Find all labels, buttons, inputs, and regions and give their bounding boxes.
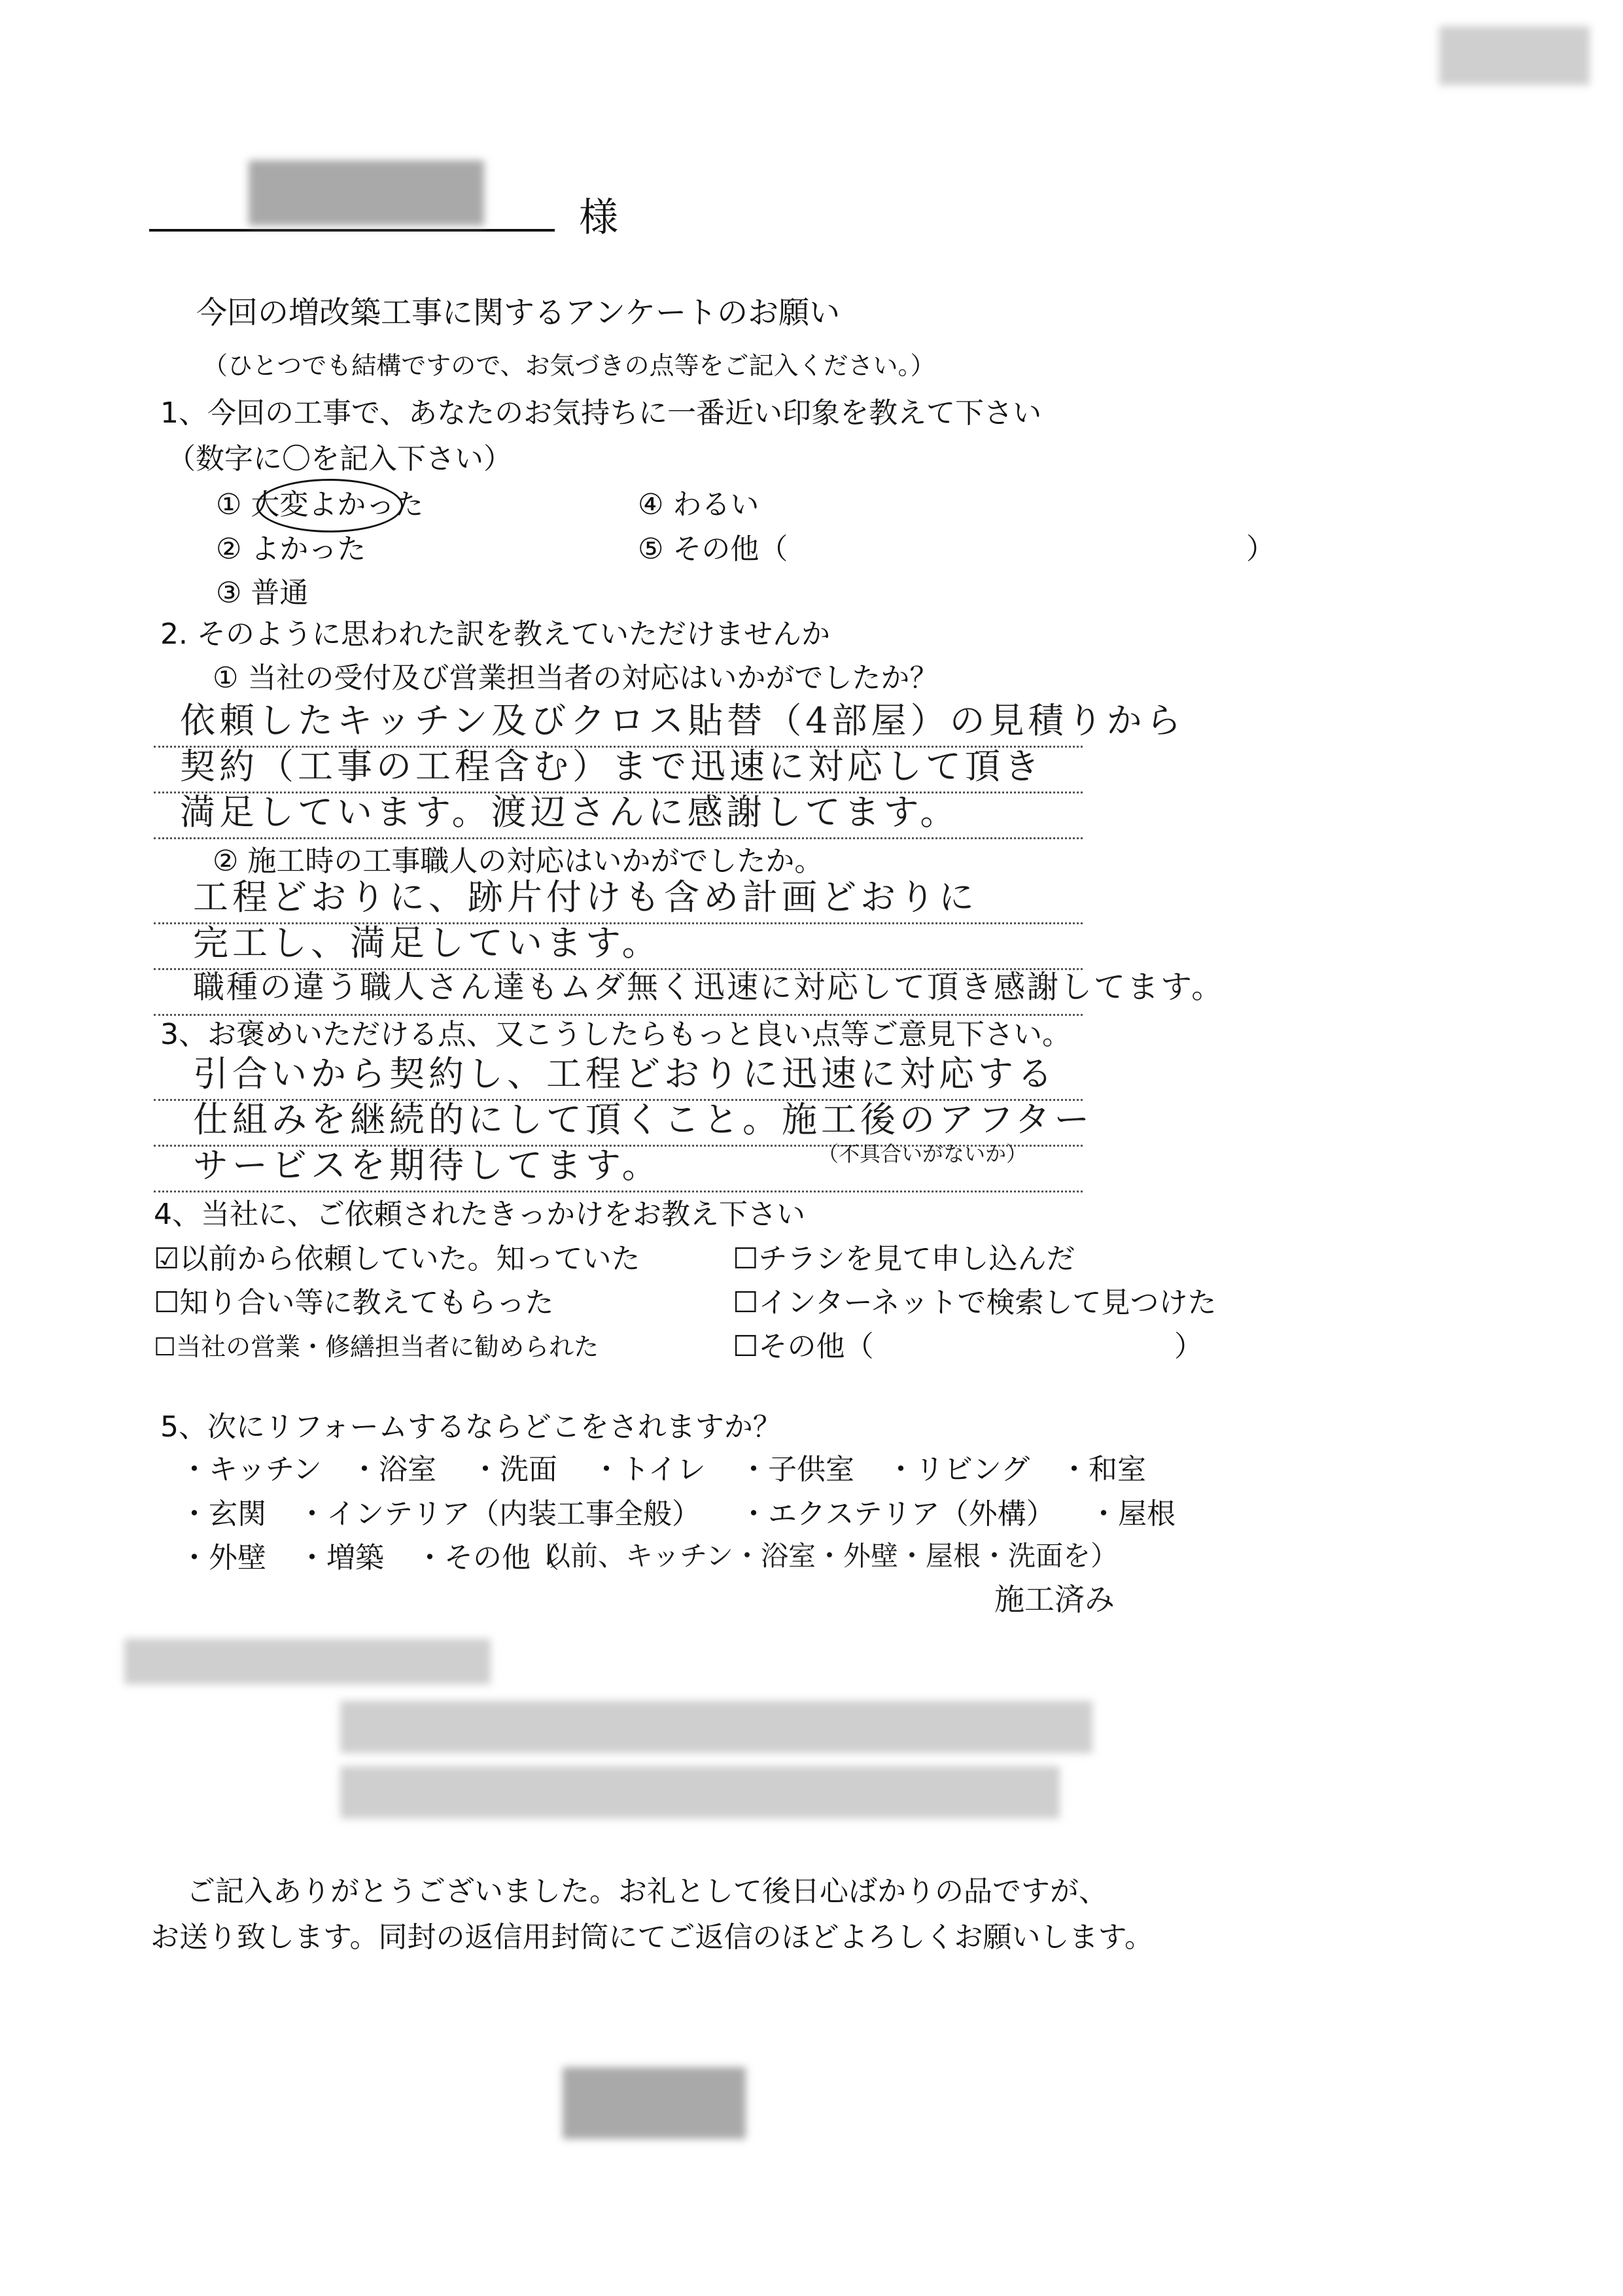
q4-option-other-close: ） [1174, 1330, 1203, 1363]
q2-answer1-line3: 満足しています。渡辺さんに感謝してます。 [180, 791, 960, 833]
q2-question: 2. そのように思われた訳を教えていただけませんか [160, 617, 830, 651]
q1-option-5-close: ） [1246, 532, 1275, 566]
q3-answer-line1: 引合いから契約し、工程どおりに迅速に対応する [193, 1053, 1056, 1094]
q5-choice-entrance[interactable]: ・玄関 [180, 1497, 266, 1531]
q5-choice-japanese-room[interactable]: ・和室 [1060, 1453, 1146, 1486]
answer-rule [154, 837, 1083, 839]
q4-option-prior-relationship[interactable]: ☑以前から依頼していた。知っていた [154, 1242, 640, 1276]
q5-choice-bathroom[interactable]: ・浴室 [350, 1453, 436, 1486]
redacted-block [340, 1766, 1060, 1818]
q5-choice-washroom[interactable]: ・洗面 [471, 1453, 557, 1486]
q3-answer-line3: サービスを期待してます。 [193, 1145, 661, 1186]
q1-option-4[interactable]: ④ わるい [638, 488, 759, 521]
redacted-block [340, 1701, 1092, 1753]
answer-rule [154, 1014, 1083, 1016]
q2-answer1-line1: 依頼したキッチン及びクロス貼替（4部屋）の見積りから [180, 700, 1185, 741]
q1-instruction: （数字に〇を記入下さい） [167, 442, 512, 476]
q1-option-5[interactable]: ⑤ その他（ [638, 532, 788, 566]
answer-rule [154, 1191, 1083, 1192]
page-title: 今回の増改築工事に関するアンケートのお願い [196, 295, 841, 331]
q4-option-internet[interactable]: ☐インターネットで検索して見つけた [733, 1286, 1217, 1319]
q2-answer2-line1: 工程どおりに、跡片付けも含め計画どおりに [193, 877, 978, 918]
q2-sub1: ① 当社の受付及び営業担当者の対応はいかがでしたか？ [213, 661, 939, 695]
q3-answer-line2: 仕組みを継続的にして頂くこと。施工後のアフター [193, 1099, 1094, 1140]
q3-question: 3、お褒めいただける点、又こうしたらもっと良い点等ご意見下さい。 [160, 1018, 1071, 1051]
q4-option-sales-staff[interactable]: ☐当社の営業・修繕担当者に勧められた [154, 1332, 599, 1361]
redacted-block [124, 1639, 491, 1684]
q5-choice-other[interactable]: ・その他（ [415, 1541, 559, 1574]
q5-handwritten-note: 以前、キッチン・浴室・外壁・屋根・洗面を） [543, 1540, 1119, 1572]
q5-question: 5、次にリフォームするならどこをされますか？ [160, 1410, 782, 1444]
q1-option-2[interactable]: ② よかった [216, 532, 366, 566]
q1-question: 1、今回の工事で、あなたのお気持ちに一番近い印象を教えて下さい [160, 396, 1042, 430]
q4-option-flyer[interactable]: ☐チラシを見て申し込んだ [733, 1242, 1075, 1276]
closing-line-1: ご記入ありがとうございました。お礼として後日心ばかりの品ですが、 [186, 1875, 1108, 1908]
q2-answer1-line2: 契約（工事の工程含む）まで迅速に対応して頂き [180, 746, 1043, 787]
redacted-corner [1439, 26, 1590, 85]
q5-choice-toilet[interactable]: ・トイレ [592, 1453, 706, 1486]
q5-choice-exterior[interactable]: ・エクステリア（外構） [739, 1497, 1055, 1531]
q5-handwritten-note-completed: 施工済み [994, 1582, 1115, 1617]
q2-answer2-line2: 完工し、満足しています。 [193, 922, 661, 964]
closing-line-2: お送り致します。同封の返信用封筒にてご返信のほどよろしくお願いします。 [150, 1921, 1153, 1954]
q1-option-1-selected-circle [256, 479, 403, 532]
q3-answer-aside: （不具合いがないか） [818, 1141, 1028, 1166]
q1-option-3[interactable]: ③ 普通 [216, 576, 309, 610]
q5-choice-living[interactable]: ・リビング [886, 1453, 1030, 1486]
q5-choice-roof[interactable]: ・屋根 [1089, 1497, 1176, 1531]
q1-option-1[interactable]: ① 大変よかった [216, 488, 424, 521]
honorific: 様 [579, 195, 618, 241]
q2-sub2: ② 施工時の工事職人の対応はいかがでしたか。 [213, 844, 824, 878]
q5-choice-kids-room[interactable]: ・子供室 [739, 1453, 854, 1486]
q5-choice-kitchen[interactable]: ・キッチン [180, 1453, 322, 1486]
q5-choice-extension[interactable]: ・増築 [298, 1541, 384, 1574]
redacted-signature [563, 2067, 746, 2139]
q5-choice-outer-wall[interactable]: ・外壁 [180, 1541, 266, 1574]
addressee-line [149, 229, 555, 232]
q4-option-other[interactable]: ☐その他（ [733, 1330, 874, 1363]
q4-option-referral[interactable]: ☐知り合い等に教えてもらった [154, 1286, 554, 1319]
redacted-name [249, 160, 484, 226]
q4-question: 4、当社に、ご依頼されたきっかけをお教え下さい [154, 1198, 805, 1231]
q2-answer2-line3: 職種の違う職人さん達もムダ無く迅速に対応して頂き感謝してます。 [193, 969, 1225, 1005]
q5-choice-interior[interactable]: ・インテリア（内装工事全般） [298, 1497, 701, 1531]
subtitle: （ひとつでも結構ですので、お気づきの点等をご記入ください。） [203, 351, 935, 380]
